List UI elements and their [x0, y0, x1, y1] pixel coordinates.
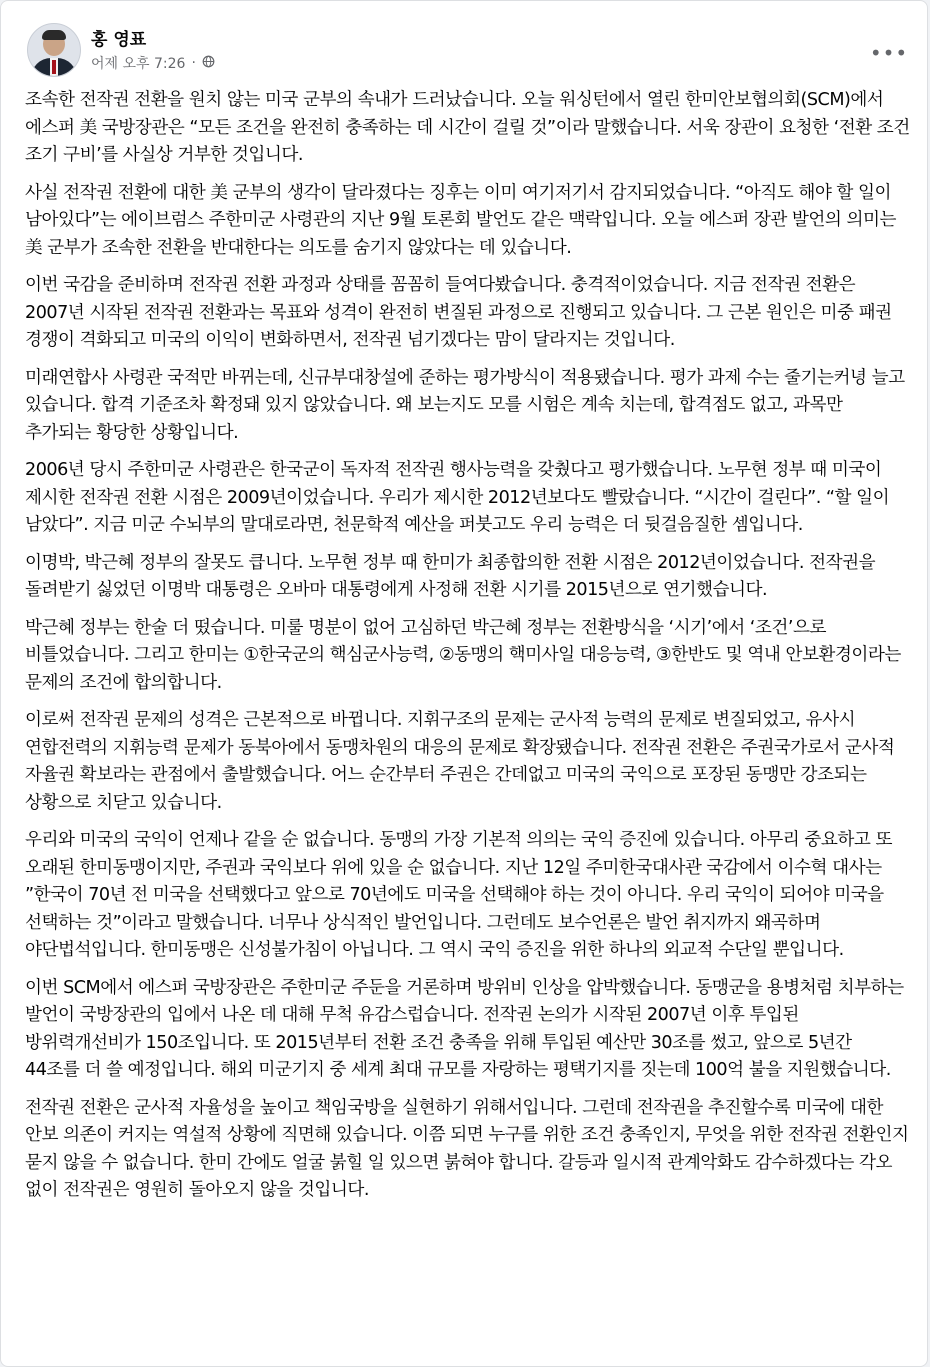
- avatar[interactable]: [27, 23, 81, 77]
- author-name[interactable]: 홍 영표: [91, 30, 147, 50]
- post-paragraph: 2006년 당시 주한미군 사령관은 한국군이 독자적 전작권 행사능력을 갖췄다고 평가했습니다. 노무현 정부 때 미국이 제시한 전작권 전환 시점은 2009년이었습니다. 우리가 제시한 2012년보다도 빨랐습니다. “시간이 걸린다”. “할 일이 남았다”. 지금 미군 수뇌부의 말대로라면, 천문학적 예산을 퍼붓고도 우리 능력은 더 뒷걸음질한 셈입니다.: [25, 460, 890, 535]
- globe-icon[interactable]: [202, 55, 215, 72]
- post-paragraph: 이번 국감을 준비하며 전작권 전환 과정과 상태를 꼼꼼히 들여다봤습니다. 충격적이었습니다. 지금 전작권 전환은 2007년 시작된 전작권 전환과는 목표와 성격이 완전히 변질된 과정으로 진행되고 있습니다. 그 근본 원인은 미중 패권 경쟁이 격화되고 미국의 이익이 변화하면서, 전작권 넘기겠다는 맘이 달라지는 것입니다.: [25, 275, 892, 350]
- avatar-tie: [52, 60, 56, 74]
- post-paragraph: 사실 전작권 전환에 대한 美 군부의 생각이 달라졌다는 징후는 이미 여기저기서 감지되었습니다. “아직도 해야 할 일이 남아있다”는 에이브럼스 주한미군 사령관의 지난 9월 토론회 발언도 같은 맥락입니다. 오늘 에스퍼 장관 발언의 의미는 美 군부가 조속한 전환을 반대한다는 의도를 숨기지 않았다는 데 있습니다.: [25, 182, 896, 258]
- post-time[interactable]: 어제 오후 7:26: [91, 56, 186, 72]
- post-body: [25, 87, 911, 1215]
- meta-separator: ·: [191, 55, 196, 71]
- post-header: [17, 13, 911, 77]
- post-paragraph: 이명박, 박근혜 정부의 잘못도 큽니다. 노무현 정부 때 한미가 최종합의한 전환 시점은 2012년이었습니다. 전작권을 돌려받기 싫었던 이명박 대통령은 오바마 대통령에게 사정해 전환 시기를 2015년으로 연기했습니다.: [25, 552, 876, 600]
- post-paragraph: 우리와 미국의 국익이 언제나 같을 순 없습니다. 동맹의 가장 기본적 의의는 국익 증진에 있습니다. 아무리 중요하고 또 오래된 한미동맹이지만, 주권과 국익보다 위에 있을 순 없습니다. 지난 12일 주미한국대사관 국감에서 이수혁 대사는 ”한국이 70년 전 미국을 선택했다고 앞으로 70년에도 미국을 선택해야 하는 것이 아니다. 우리 국익이 되어야 미국을 선택하는 것”이라고 말했습니다. 너무나 상식적인 발언입니다. 그런데도 보수언론은 발언 취지까지 왜곡하며 야단법석입니다. 한미동맹은 신성불가침이 아닙니다. 그 역시 국익 증진을 위한 하나의 외교적 수단일 뿐입니다.: [25, 830, 892, 960]
- post-paragraph: 조속한 전작권 전환을 원치 않는 미국 군부의 속내가 드러났습니다. 오늘 워싱턴에서 열린 한미안보협의회(SCM)에서 에스퍼 美 국방장관은 “모든 조건을 완전히 충족하는 데 시간이 걸릴 것”이라 말했습니다. 서욱 장관이 요청한 ‘전환 조건 조기 구비’를 사실상 거부한 것입니다.: [25, 90, 910, 165]
- post-paragraph: 이번 SCM에서 에스퍼 국방장관은 주한미군 주둔을 거론하며 방위비 인상을 압박했습니다. 동맹군을 용병처럼 치부하는 발언이 국방장관의 입에서 나온 데 대해 무척 유감스럽습니다. 전작권 논의가 시작된 2007년 이후 투입된 방위력개선비가 150조입니다. 또 2015년부터 전환 조건 충족을 위해 투입된 예산만 30조를 썼고, 앞으로 5년간 44조를 더 쓸 예정입니다. 해외 미군기지 중 세계 최대 규모를 자랑하는 평택기지를 짓는데 100억 불을 지원했습니다.: [25, 977, 904, 1080]
- post-paragraph: 이로써 전작권 문제의 성격은 근본적으로 바뀝니다. 지휘구조의 문제는 군사적 능력의 문제로 변질되었고, 유사시 연합전력의 지휘능력 문제가 동북아에서 동맹차원의 대응의 문제로 확장됐습니다. 전작권 전환은 주권국가로서 군사적 자율권 확보라는 관점에서 출발했습니다. 어느 순간부터 주권은 간데없고 미국의 국익으로 포장된 동맹만 강조되는 상황으로 치닫고 있습니다.: [25, 710, 895, 813]
- post-paragraph: 박근혜 정부는 한술 더 떴습니다. 미룰 명분이 없어 고심하던 박근혜 정부는 전환방식을 ‘시기’에서 ‘조건’으로 비틀었습니다. 그리고 한미는 ①한국군의 핵심군사능력, ②동맹의 핵미사일 대응능력, ③한반도 및 역내 안보환경이라는 문제의 조건에 합의합니다.: [25, 617, 901, 693]
- more-options-icon[interactable]: •••: [869, 41, 909, 65]
- post-paragraph: 미래연합사 사령관 국적만 바뀌는데, 신규부대창설에 준하는 평가방식이 적용됐습니다. 평가 과제 수는 줄기는커녕 늘고 있습니다. 합격 기준조차 확정돼 있지 않았습니다. 왜 보는지도 모를 시험은 계속 치는데, 합격점도 없고, 과목만 추가되는 황당한 상황입니다.: [25, 367, 905, 443]
- post-paragraph: 전작권 전환은 군사적 자율성을 높이고 책임국방을 실현하기 위해서입니다. 그런데 전작권을 추진할수록 미국에 대한 안보 의존이 커지는 역설적 상황에 직면해 있습니다. 이쯤 되면 누구를 위한 조건 충족인지, 무엇을 위한 전작권 전환인지 묻지 않을 수 없습니다. 한미 간에도 얼굴 붉힐 일 있으면 붉혀야 합니다. 갈등과 일시적 관계악화도 감수하겠다는 각오 없이 전작권은 영원히 돌아오지 않을 것입니다.: [25, 1097, 909, 1200]
- post-meta: [91, 53, 215, 73]
- avatar-hair: [42, 30, 66, 40]
